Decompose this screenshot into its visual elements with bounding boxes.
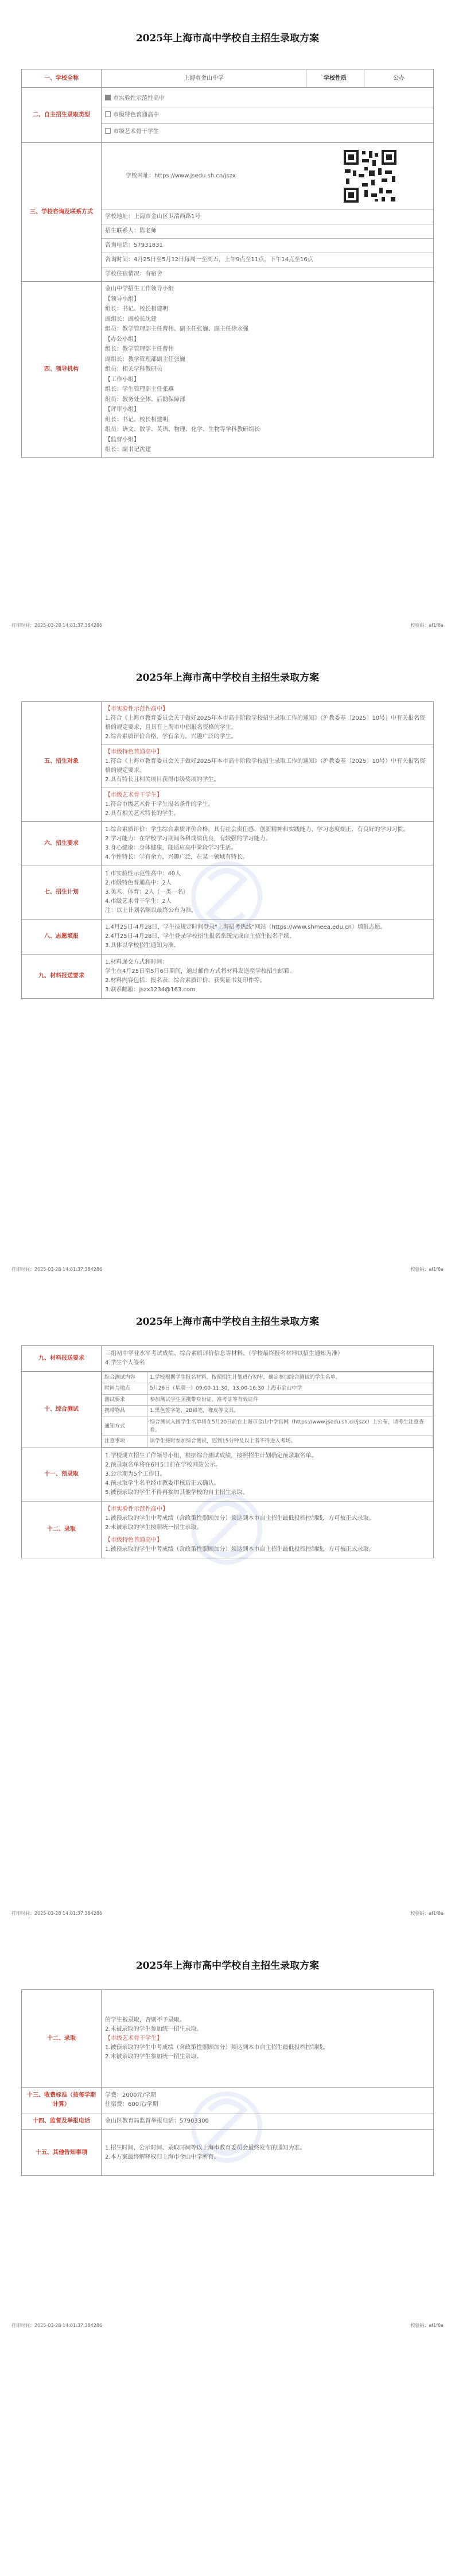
- org-label: 四、领导机构: [22, 282, 102, 458]
- info-table-1: [21, 69, 434, 458]
- consult-time: 咨询时间：4月25日至5月12日每周一至周五，上午9点至11点，下午14点至16点: [102, 253, 433, 267]
- materials-label: 九、材料报送要求: [22, 955, 102, 999]
- school-name: 上海市金山中学: [102, 69, 306, 88]
- preadmit-content: 1.学校成立招生工作领导小组，根据综合测试成绩，按照招生计划确定预录取名单。 2.预录取名单将在6月5日前在学校网站公示。 3.公示期为5个工作日。 4.预录取学生名单经市教委审核后正式确认。 5.被预录取的学生不得再参加其他学校的自主招生录取。: [102, 1448, 434, 1501]
- school-name-label: 一、学校全称: [22, 69, 102, 88]
- signup-content: 1.4月25日-4月28日，学生按规定时间登录"上海招考热线"网站（https://www.shmeea.edu.cn）填报志愿。 2.4月25日-4月28日，学生登录学校招生报名系统完成自主招生报名手续。 3.具体以学校招生通知为准。: [102, 920, 434, 955]
- admit-label: 十二、录取: [22, 1501, 102, 1558]
- exam-label: 十、综合测试: [22, 1372, 102, 1448]
- info-table-4: [21, 1989, 434, 2176]
- contact-person: 招生联系人：陈老师: [102, 224, 433, 239]
- page-title: 2025年上海市高中学校自主招生录取方案: [135, 1316, 320, 1328]
- contact-label: 三、学校咨询及联系方式: [22, 143, 102, 282]
- fee-label: 十三、收费标准（按每学期计算）: [22, 2088, 102, 2113]
- target-label: 五、招生对象: [22, 702, 102, 822]
- type-option: 市级特色普通高中: [102, 107, 433, 124]
- admit-content: 【市实验性示范性高中】 1.被预录取的学生中考成绩（含政策性照顾加分）须达到本市自主招生最低投档控制线，方可被正式录取。 2.未被录取的学生按照统一招生录取。 【市级特色普通高中】 1.被预录取的学生中考成绩（含政策性照顾加分）须达到本市自主招生最低投档控制线，方可被正式录取。: [102, 1501, 434, 1558]
- accommodation: 学校住宿情况：有宿舍: [105, 271, 162, 277]
- page-footer: 打印时间：2025-03-28 14:01:37.384286 校验码：af1f8a: [11, 623, 444, 628]
- admit-content: 的学生被录取，否则不予录取。 2.未被录取的学生参加统一招生录取。 【市级艺术骨干学生】 1.被预录取的学生中考成绩（含政策性照顾加分）须达到本市自主招生最低投档控制线。 2.未被录取的学生参加统一招生录取。: [102, 1990, 434, 2088]
- type-option: 市级艺术骨干学生: [102, 124, 433, 140]
- page-footer: 打印时间：2025-03-28 14:01:37.384286 校验码：af1f8a: [11, 2323, 444, 2328]
- page-3: [0, 1288, 455, 1932]
- page-4: [0, 1932, 455, 2576]
- exam-table: 综合测试内容 1.学校根据学生报名材料，按照招生计划进行初审，确定参加综合测试的学生名单。 时间与地点 5月26日（星期一）09:00-11:30，13:00-16:30 上海市金山中学 测试要求 参加测试学生须携带身份证、准考证等有效证件 携带物品 1.黑色签字笔，2B铅笔，橡皮等文具。 通知方式 综合测试入围学生名单将在5月20日前在上海市金山中学官网（https://www.jsedu.sh.cn/jszx）上公布，请考生注意查看。 注意事项 请学生按时参加综合测试，迟到15分钟及以上者不得进入考场。: [102, 1372, 433, 1448]
- checkbox: [105, 128, 111, 134]
- page-1: [0, 0, 455, 644]
- org-content: 金山中学招生工作领导小组 【领导小组】 组长：书记、校长相建明 副组长：副校长沈建 组员：教学管理部主任曹伟、副主任张巍、副主任徐永强 【办公小组】 组长：教学管理部主任曹伟 副组长：教学管理部副主任张巍 组员：相关学科教研员 【工作小组】 组长：学生管理部主任张燕 组员：教务处全体、后勤保障部 【评审小组】 组长：书记、校长相建明 组员：语文、数学、英语、物理、化学、生物等学科教研组长 【监督小组】 组长：副书记沈建: [102, 282, 434, 458]
- supervise-label: 十四、监督及举报电话: [22, 2113, 102, 2130]
- requirement-label: 六、招生要求: [22, 822, 102, 866]
- admit-label: 十二、录取: [22, 1990, 102, 2088]
- supervise-content: 金山区教育局监督举报电话：57903300: [102, 2113, 434, 2130]
- website: 学校网址：https://www.jsedu.sh.cn/jszx: [126, 173, 236, 179]
- school-nature-label: 学校性质: [306, 69, 364, 88]
- page-2: [0, 644, 455, 1288]
- preadmit-label: 十一、预录取: [22, 1448, 102, 1501]
- qr-code: [341, 148, 399, 205]
- types-label: 二、自主招生录取类型: [22, 88, 102, 143]
- address: 学校地址：上海市金山区卫清西路1号: [102, 210, 433, 224]
- phone: 咨询电话：57931831: [102, 239, 433, 253]
- page-footer: 打印时间：2025-03-28 14:01:37.384286 校验码：af1f8a: [11, 1911, 444, 1916]
- other-label: 十五、其他告知事项: [22, 2130, 102, 2176]
- page-footer: 打印时间：2025-03-28 14:01:37.384286 校验码：af1f8a: [11, 1267, 444, 1272]
- page-title: 2025年上海市高中学校自主招生录取方案: [135, 1960, 320, 1972]
- materials-content: 1.材料递交方式和时间： 学生在4月25日至5月6日期间，通过邮件方式将材料发送至学校招生邮箱。 2.材料内容包括：报名表、综合素质评价、获奖证书复印件等。 3.联系邮箱：jszx1234@163.com: [102, 955, 434, 999]
- checkbox: [105, 111, 111, 117]
- type-option: 市实验性示范性高中: [102, 91, 433, 107]
- materials-label: 九、材料报送要求: [22, 1346, 102, 1372]
- checkbox-checked: [105, 95, 111, 100]
- fee-content: 学费：2000元/学期 住宿费：600元/学期: [102, 2088, 434, 2113]
- other-content: 1.招生时间、公示时间、录取时间等以上海市教育委员会最终发布的通知为准。 2.本方案最终解释权归上海市金山中学所有。: [102, 2130, 434, 2176]
- info-table-3: [21, 1345, 434, 1558]
- signup-label: 八、志愿填报: [22, 920, 102, 955]
- plan-content: 1.市实验性示范性高中：40人 2.市级特色普通高中：2人 3.美术、体育：2人（一类一名） 4.市级艺术骨干学生：2人 注：以上计划名额以最终公布为准。: [102, 866, 434, 920]
- page-title: 2025年上海市高中学校自主招生录取方案: [135, 33, 320, 44]
- target-content: 【市实验性示范性高中】 1.符合《上海市教育委员会关于做好2025年本市高中阶段学校招生录取工作的通知》（沪教委基〔2025〕10号）中有关报名资格的规定要求，且具有上海市中招报名资格的学生。 2.综合素质评价合格，学有余力，兴趣广泛的学生。 【市级特色普通高中】 1.符合《上海市教育委员会关于做好2025年本市高中阶段学校招生录取工作的通知》（沪教委基〔2025〕10号）中有关报名资格的规定要求。 2.具有特长且相关项目获得市级奖项的学生。 【市级艺术骨干学生】 1.符合市级艺术骨干学生报名条件的学生。 2.具有相关艺术特长的学生。: [102, 702, 434, 822]
- requirement-content: 1.综合素质评价：学生综合素质评价合格，具有社会责任感、创新精神和实践能力，学习态度端正，有良好的学习习惯。 2.学习能力：在学校学习期间各科成绩优良，有较强的学习能力。 3.身心健康：身体健康，能适应高中阶段学习生活。 4.个性特长：学有余力，兴趣广泛，在某一领域有特长。: [102, 822, 434, 866]
- school-nature: 公办: [364, 69, 434, 88]
- materials-content: 三组初中学业水平考试成绩、综合素质评价信息等材料。（学校最终报名材料以招生通知为准） 4.学生个人签名: [102, 1346, 434, 1372]
- plan-label: 七、招生计划: [22, 866, 102, 920]
- info-table-2: [21, 701, 434, 999]
- page-title: 2025年上海市高中学校自主招生录取方案: [135, 672, 320, 684]
